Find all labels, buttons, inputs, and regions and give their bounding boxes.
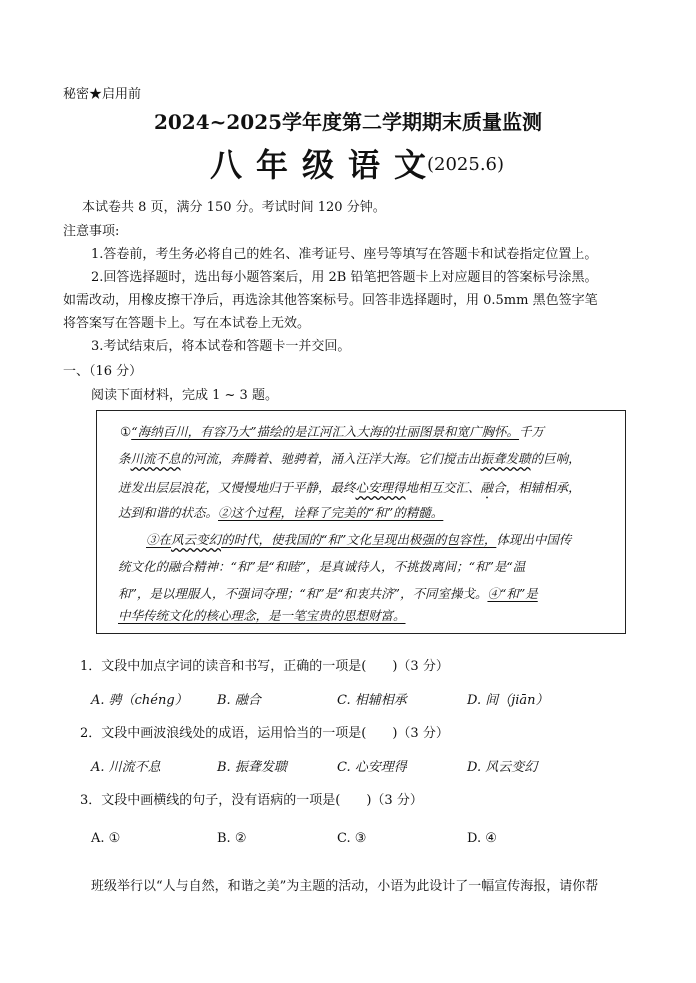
notes-heading: 注意事项: (63, 224, 120, 239)
answer-option: B. 振聋发聩 (217, 760, 287, 775)
answer-option: D. 间（jiān） (467, 693, 549, 708)
passage-line: 和”，是以理服人，不强词夺理；“和”是“和衷共济”，不同室操戈。④“和”是 (118, 586, 538, 601)
answer-option: A. ① (91, 831, 121, 846)
section-instruction: 阅读下面材料，完成 1 ~ 3 题。 (91, 388, 278, 403)
answer-option: D. 风云变幻 (467, 760, 538, 775)
passage-line: 统文化的融合精神：“和”是“和睦”，是真诚待人，不挑拨离间；“和”是“温 (118, 559, 526, 574)
section-heading: 一、（16 分） (63, 364, 143, 379)
answer-option: B. 融合 (217, 693, 261, 708)
note-line: 2.回答选择题时，选出每小题答案后，用 2B 铅笔把答题卡上对应题目的答案标号涂黑。 (91, 270, 598, 285)
answer-option: C. 心安理得 (337, 760, 407, 775)
passage-line: ③在风云变幻的时代，使我国的“和”文化呈现出极强的包容性，体现出中国传 (146, 532, 572, 547)
answer-option: D. ④ (467, 831, 497, 846)
answer-option: C. ③ (337, 831, 367, 846)
exam-date: (2025.6) (427, 154, 505, 175)
note-line: 3.考试结束后，将本试卷和答题卡一并交回。 (91, 339, 351, 354)
answer-option: C. 相辅相承 (337, 693, 407, 708)
passage-line: 达到和谐的状态。②这个过程，诠释了完美的“和”的精髓。 (118, 505, 444, 520)
subject-title: 八年级语文 (210, 146, 441, 184)
passage-line: 条川流不息的河流，奔腾着、驰骋着，涌入汪洋大海。它们搅击出振聋发聩的巨响， (118, 451, 581, 466)
passage-line: ①“海纳百川，有容乃大”描绘的是江河汇入大海的壮丽图景和宽广胸怀。千万 (120, 424, 545, 439)
closing-prompt: 班级举行以“人与自然，和谐之美”为主题的活动，小语为此设计了一幅宣传海报，请你帮 (91, 879, 599, 894)
note-line: 如需改动，用橡皮擦干净后，再选涂其他答案标号。回答非选择题时，用 0.5mm 黑色签字笔 (63, 293, 598, 308)
exam-intro: 本试卷共 8 页，满分 150 分。考试时间 120 分钟。 (82, 200, 386, 215)
passage-line: 中华传统文化的核心理念，是一笔宝贵的思想财富。 (118, 608, 406, 623)
answer-option: A. 川流不息 (91, 760, 161, 775)
note-line: 1.答卷前，考生务必将自己的姓名、准考证号、座号等填写在答题卡和试卷指定位置上。 (91, 247, 598, 262)
exam-title: 2024~2025学年度第二学期期末质量监测 (153, 110, 543, 134)
answer-option: A. 骋（chéng） (91, 693, 188, 708)
note-line: 将答案写在答题卡上。写在本试卷上无效。 (63, 316, 311, 331)
confidential-label: 秘密★启用前 (63, 87, 142, 102)
answer-option: B. ② (217, 831, 247, 846)
question-stem: 1．文段中加点字词的读音和书写，正确的一项是( )（3 分） (80, 659, 449, 674)
question-stem: 3．文段中画横线的句子，没有语病的一项是( )（3 分） (80, 793, 423, 808)
passage-line: 迸发出层层浪花，又慢慢地归于平静，最终心安理得地相互交汇、融合，相辅相承， (118, 480, 581, 495)
question-stem: 2．文段中画波浪线处的成语，运用恰当的一项是( )（3 分） (80, 726, 449, 741)
